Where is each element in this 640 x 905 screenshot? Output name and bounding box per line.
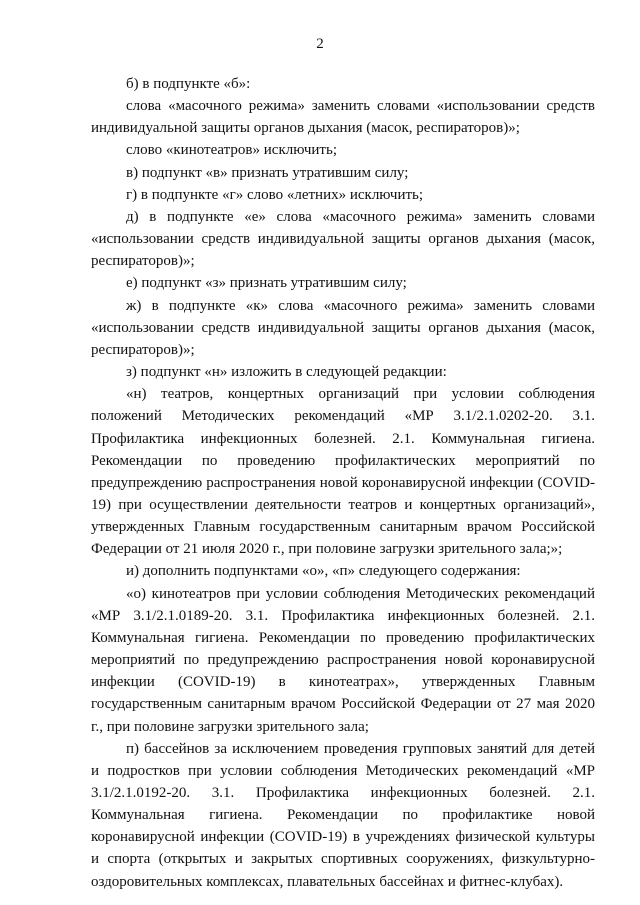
paragraph-p-pools: п) бассейнов за исключением проведения групповых занятий для детей и подростков при условии соблюдения Методических рекомендаций «МР 3.1/2.1.0192-20. 3.1. Профилактика инфекционных болезней. 2.1. Коммунальная гигиена. Рекомендации по профилактике новой коронавирусной инфекции (COVID-19) в учреждениях физической культуры и спорта (открытых и закрытых спортивных сооружениях, физкультурно-оздоровительных комплексах, плавательных бассейнах и фитнес-клубах). [91,740,595,890]
paragraph-b: б) в подпункте «б»: [126,76,251,92]
paragraph-o-cinemas: «о) кинотеатров при условии соблюдения Методических рекомендаций «МР 3.1/2.1.0189-20. 3.1. Профилактика инфекционных болезней. 2.1. Коммунальная гигиена. Рекомендации по проведению профилактических мероприятий по предупреждению распространения новой коронавирусной инфекции (COVID-19) в кинотеатрах», утвержденных Главным государственным санитарным врачом Российской Федерации от 27 мая 2020 г., при половине загрузки зрительного зала; [91,585,595,735]
paragraph-z: з) подпункт «н» изложить в следующей редакции: [126,364,447,381]
paragraph-g: г) в подпункте «г» слово «летних» исключить; [126,186,424,203]
paragraph-n-theatres: «н) театров, концертных организаций при условии соблюдения положений Методических рекомендаций «МР 3.1/2.1.0202-20. 3.1. Профилактика инфекционных болезней. 2.1. Коммунальная гигиена. Рекомендации по проведению профилактических мероприятий по предупреждению распространения новой коронавирусной инфекции (COVID-19) при осуществлении деятельности театров и концертных организаций», утвержденных Главным государственным санитарным врачом Российской Федерации от 21 июля 2020 г., при половине загрузки зрительного зала;»; [91,386,595,558]
document-body [91,73,595,893]
paragraph-v: в) подпункт «в» признать утратившим силу; [126,164,409,181]
paragraph-i: и) дополнить подпунктами «о», «п» следующего содержания: [126,563,521,580]
paragraph-d: д) в подпункте «е» слова «масочного режима» заменить словами «использовании средств индивидуальной защиты органов дыхания (масок, респираторов)»; [91,208,595,270]
paragraph-e: е) подпункт «з» признать утратившим силу; [126,275,407,292]
page-number: 2 [316,36,324,52]
paragraph-masks-replace: слова «масочного режима» заменить словами «использовании средств индивидуальной защиты органов дыхания (масок, респираторов)»; [91,98,595,137]
paragraph-cinemas-remove: слово «кинотеатров» исключить; [126,142,337,159]
paragraph-zh: ж) в подпункте «к» слова «масочного режима» заменить словами «использовании средств индивидуальной защиты органов дыхания (масок, респираторов)»; [91,297,595,358]
